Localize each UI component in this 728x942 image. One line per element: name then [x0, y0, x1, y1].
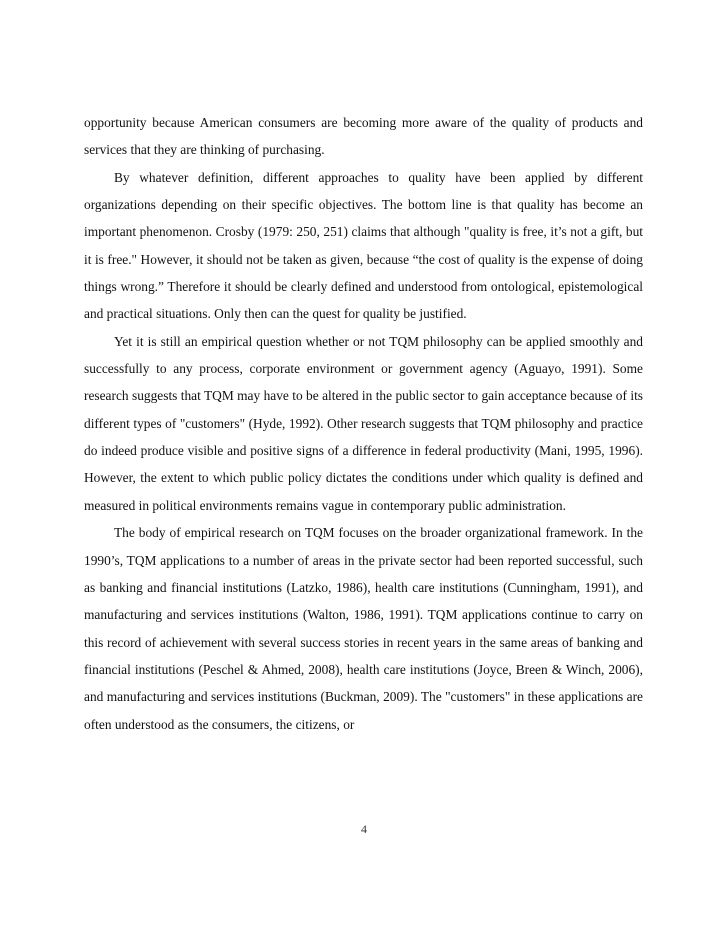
paragraph-continuation: opportunity because American consumers are becoming more aware of the quality of products and services that they are thinking of purchasing.: [84, 115, 643, 158]
paragraph-tqm-public-sector: Yet it is still an empirical question whether or not TQM philosophy can be applied smoothly and successfully to any process, corporate environment or government agency (Aguayo, 1991). Some research suggests that TQM may have to be altered in the public sector to gain acceptance because of its different types of "customers" (Hyde, 1992). Other research suggests that TQM philosophy and practice do indeed produce visible and positive signs of a difference in federal productivity (Mani, 1995, 1996). However, the extent to which public policy dictates the conditions under which quality is defined and measured in political environments remains vague in contemporary public administration.: [84, 333, 643, 513]
paragraph-quality-definition: By whatever definition, different approaches to quality have been applied by different organizations depending on their specific objectives. The bottom line is that quality has become an important phenomenon. Crosby (1979: 250, 251) claims that although "quality is free, it’s not a gift, but it is free." However, it should not be taken as given, because “the cost of quality is the expense of doing things wrong.” Therefore it should be clearly defined and understood from ontological, epistemological and practical situations. Only then can the quest for quality be justified.: [84, 169, 643, 322]
body-text: [84, 109, 643, 738]
page-number: 4: [361, 822, 367, 836]
paragraph-empirical-research: The body of empirical research on TQM focuses on the broader organizational framework. In the 1990’s, TQM applications to a number of areas in the private sector had been reported successful, such as banking and financial institutions (Latzko, 1986), health care institutions (Cunningham, 1991), and manufacturing and services institutions (Walton, 1986, 1991). TQM applications continue to carry on this record of achievement with several success stories in recent years in the same areas of banking and financial institutions (Peschel & Ahmed, 2008), health care institutions (Joyce, Breen & Winch, 2006), and manufacturing and services institutions (Buckman, 2009). The "customers" in these applications are often understood as the consumers, the citizens, or: [84, 525, 643, 732]
